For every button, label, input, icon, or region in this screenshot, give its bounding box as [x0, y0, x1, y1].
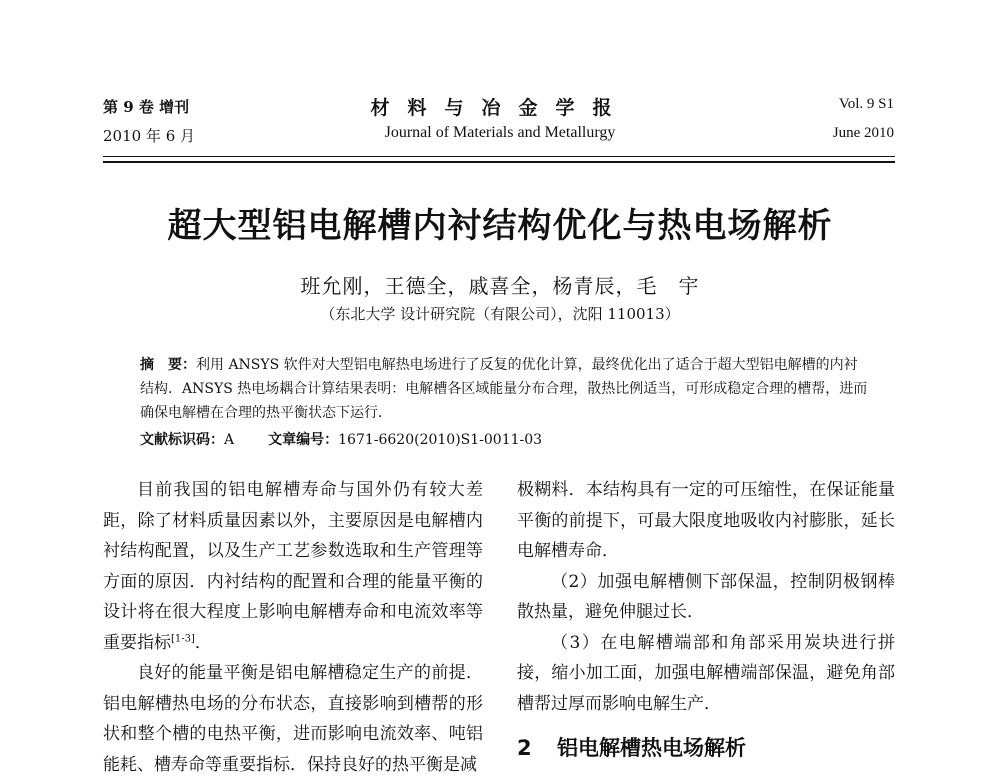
- paragraph: （3）在电解槽端部和角部采用炭块进行拼接，缩小加工面，加强电解槽端部保温，避免角部槽帮过厚而影响电解生产．: [517, 632, 895, 714]
- header-rule-thin: [103, 156, 895, 157]
- affiliation: （东北大学 设计研究院（有限公司），沈阳 110013）: [320, 305, 680, 323]
- paragraph: （2）加强电解槽侧下部保温，控制阴极钢棒散热量，避免伸腿过长．: [517, 571, 895, 622]
- article-no-label: 文章编号：: [268, 432, 339, 448]
- abstract-label: 摘 要：: [140, 357, 196, 373]
- journal-title-en: Journal of Materials and Metallurgy: [384, 124, 616, 141]
- paragraph: 极糊料．本结构具有一定的可压缩性，在保证能量平衡的前提下，可最大限度地吸收内衬膨胀，延长电解槽寿命．: [517, 480, 895, 561]
- header-rule-thick: [103, 161, 895, 163]
- paragraph: 良好的能量平衡是铝电解槽稳定生产的前提．铝电解槽热电场的分布状态，直接影响到槽帮的形状和整个槽的电热平衡，进而影响电流效率、吨铝能耗、槽寿命等重要指标．保持良好的热平衡是减: [103, 663, 483, 775]
- paragraph: [103, 475, 483, 658]
- article-meta: [140, 429, 870, 449]
- abstract: [140, 353, 870, 425]
- date-en: June 2010: [832, 125, 894, 141]
- body-column-left: [103, 475, 483, 780]
- body-column-right: [517, 475, 895, 764]
- section-heading: [517, 733, 895, 764]
- volume-en: Vol. 9 S1: [838, 96, 894, 112]
- abstract-text: 利用 ANSYS 软件对大型铝电解热电场进行了反复的优化计算，最终优化出了适合于超大型铝电解槽的内衬结构．ANSYS 热电场耦合计算结果表明：电解槽各区域能量分布合理，散热比例适当，可形成稳定合理的槽帮，进而确保电解槽在合理的热平衡状态下运行．: [140, 357, 868, 421]
- journal-title-cn: 材料与冶金学报: [370, 97, 630, 119]
- doc-code-label: 文献标识码：: [140, 432, 224, 448]
- section-number: 2: [517, 736, 532, 760]
- paragraph-end: ．: [194, 632, 212, 653]
- paragraph-text: 目前我国的铝电解槽寿命与国外仍有较大差距，除了材料质量因素以外，主要原因是电解槽内衬结构配置，以及生产工艺参数选取和生产管理等方面的原因．内衬结构的配置和合理的能量平衡的设计将在很大程度上影响电解槽寿命和电流效率等重要指标: [103, 480, 483, 653]
- section-title: 铝电解槽热电场解析: [557, 736, 746, 760]
- authors: 班允刚，王德全，戚喜全，杨青辰，毛 宇: [300, 274, 700, 298]
- article-title: 超大型铝电解槽内衬结构优化与热电场解析: [167, 206, 833, 246]
- doc-code: A: [224, 432, 235, 448]
- volume-cn: 第 9 卷 增刊: [103, 98, 190, 116]
- date-cn: 2010 年 6 月: [103, 127, 196, 145]
- citation-ref: [1-3]: [171, 632, 195, 644]
- article-no: 1671-6620(2010)S1-0011-03: [338, 432, 543, 448]
